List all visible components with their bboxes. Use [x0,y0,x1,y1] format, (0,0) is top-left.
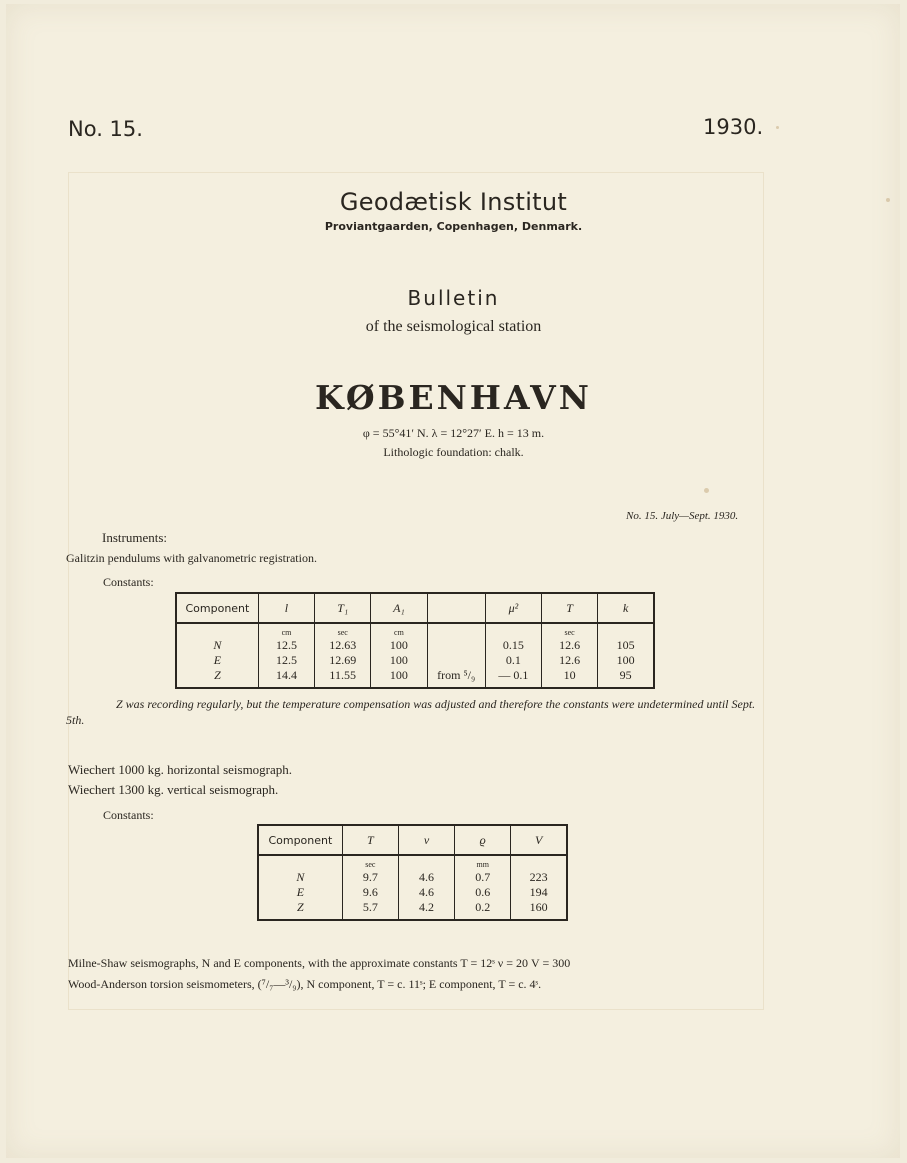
z-component-note [66,696,766,728]
component-cell: N [258,870,342,885]
value-cell: 160 [529,900,548,914]
column-header: Component [258,825,342,855]
z-note-text: Z was recording regularly, but the temperature compensation was adjusted and therefore the constants were undetermined until Sept. 5th. [66,697,756,727]
column-header: μ² [485,593,541,623]
lithologic-foundation: Lithologic foundation: chalk. [383,445,524,459]
column-header: k [598,593,654,623]
table-header-row [258,825,567,855]
issue-year: 1930. [703,115,764,139]
wiechert-vertical: Wiechert 1300 kg. vertical seismograph. [68,782,279,797]
column-header: l [258,593,314,623]
table-row [258,870,567,885]
value-cell: 100 [371,668,427,688]
component-cell: E [258,885,342,900]
unit-cell [598,623,654,638]
value-cell: from ⁵/₉ [427,668,485,688]
value-cell: 95 [619,668,632,682]
column-header: T [342,825,398,855]
unit-cell [427,623,485,638]
issue-period: No. 15. July—Sept. 1930. [626,510,739,522]
wiechert-constants-table [257,824,568,921]
value-cell: 14.4 [258,668,314,688]
column-header: Component [176,593,258,623]
bulletin-subtitle: of the seismological station [365,318,542,335]
column-header: ν [398,825,454,855]
value-cell: 12.6 [542,638,598,653]
institute-name: Geodætisk Institut [339,188,568,216]
component-cell: E [176,653,258,668]
value-cell: 0.7 [455,870,511,885]
table-row [258,900,567,920]
value-cell: 100 [371,653,427,668]
value-cell: 12.69 [315,653,371,668]
value-cell: 100 [371,638,427,653]
unit-cell [485,623,541,638]
unit-cell: sec [542,623,598,638]
unit-cell [176,623,258,638]
component-cell: N [176,638,258,653]
value-cell: 105 [616,638,635,652]
value-cell: 5.7 [342,900,398,920]
galitzin-constants-table [175,592,655,689]
value-cell: 4.6 [398,885,454,900]
value-cell: 10 [542,668,598,688]
unit-cell: cm [371,623,427,638]
column-header: ϱ [455,825,511,855]
value-cell: 9.7 [342,870,398,885]
institute-address: Proviantgaarden, Copenhagen, Denmark. [324,220,583,233]
value-cell: 12.5 [258,653,314,668]
value-cell [427,653,485,668]
value-cell: 100 [616,653,635,667]
bulletin-title: Bulletin [407,286,500,310]
column-header: A₁ [371,593,427,623]
value-cell: 0.15 [485,638,541,653]
value-cell: 0.2 [455,900,511,920]
column-header: T [542,593,598,623]
station-name: KØBENHAVN [315,378,592,417]
value-cell: 223 [529,870,548,884]
value-cell: 12.5 [258,638,314,653]
column-header: T₁ [315,593,371,623]
table-row [258,885,567,900]
column-header: V [511,825,567,855]
unit-cell: sec [315,623,371,638]
table-row [176,668,654,688]
constants-label-2: Constants: [103,808,154,822]
value-cell: 12.63 [315,638,371,653]
instruments-heading: Instruments: [102,530,167,545]
value-cell: 11.55 [315,668,371,688]
table-header-row [176,593,654,623]
table-row [176,638,654,653]
unit-cell [398,855,454,870]
column-header [427,593,485,623]
paper-spot [704,488,709,493]
value-cell: 12.6 [542,653,598,668]
unit-cell [258,855,342,870]
unit-cell: cm [258,623,314,638]
galitzin-description: Galitzin pendulums with galvanometric registration. [66,551,317,565]
issue-number: No. 15. [68,117,143,141]
value-cell: 9.6 [342,885,398,900]
units-row [258,855,567,870]
units-row [176,623,654,638]
constants-label: Constants: [103,575,154,589]
paper-spot [776,126,779,129]
value-cell: — 0.1 [485,668,541,688]
wood-anderson-description: Wood-Anderson torsion seismometers, (⁷/₇—³/₉), N component, T = c. 11ˢ; E component, T = c. 4ˢ. [68,977,542,991]
component-cell: Z [176,668,258,688]
table-row [176,653,654,668]
unit-cell: mm [455,855,511,870]
unit-cell [511,855,567,870]
value-cell [427,638,485,653]
unit-cell: sec [342,855,398,870]
value-cell: 194 [529,885,548,899]
value-cell: 0.1 [485,653,541,668]
station-coordinates: φ = 55°41′ N. λ = 12°27′ E. h = 13 m. [362,426,545,440]
wiechert-horizontal: Wiechert 1000 kg. horizontal seismograph. [68,762,293,777]
value-cell: 0.6 [455,885,511,900]
component-cell: Z [258,900,342,920]
milne-shaw-description: Milne-Shaw seismographs, N and E components, with the approximate constants T = 12ˢ ν = 20 V = 300 [68,956,571,970]
value-cell: 4.6 [398,870,454,885]
value-cell: 4.2 [398,900,454,920]
